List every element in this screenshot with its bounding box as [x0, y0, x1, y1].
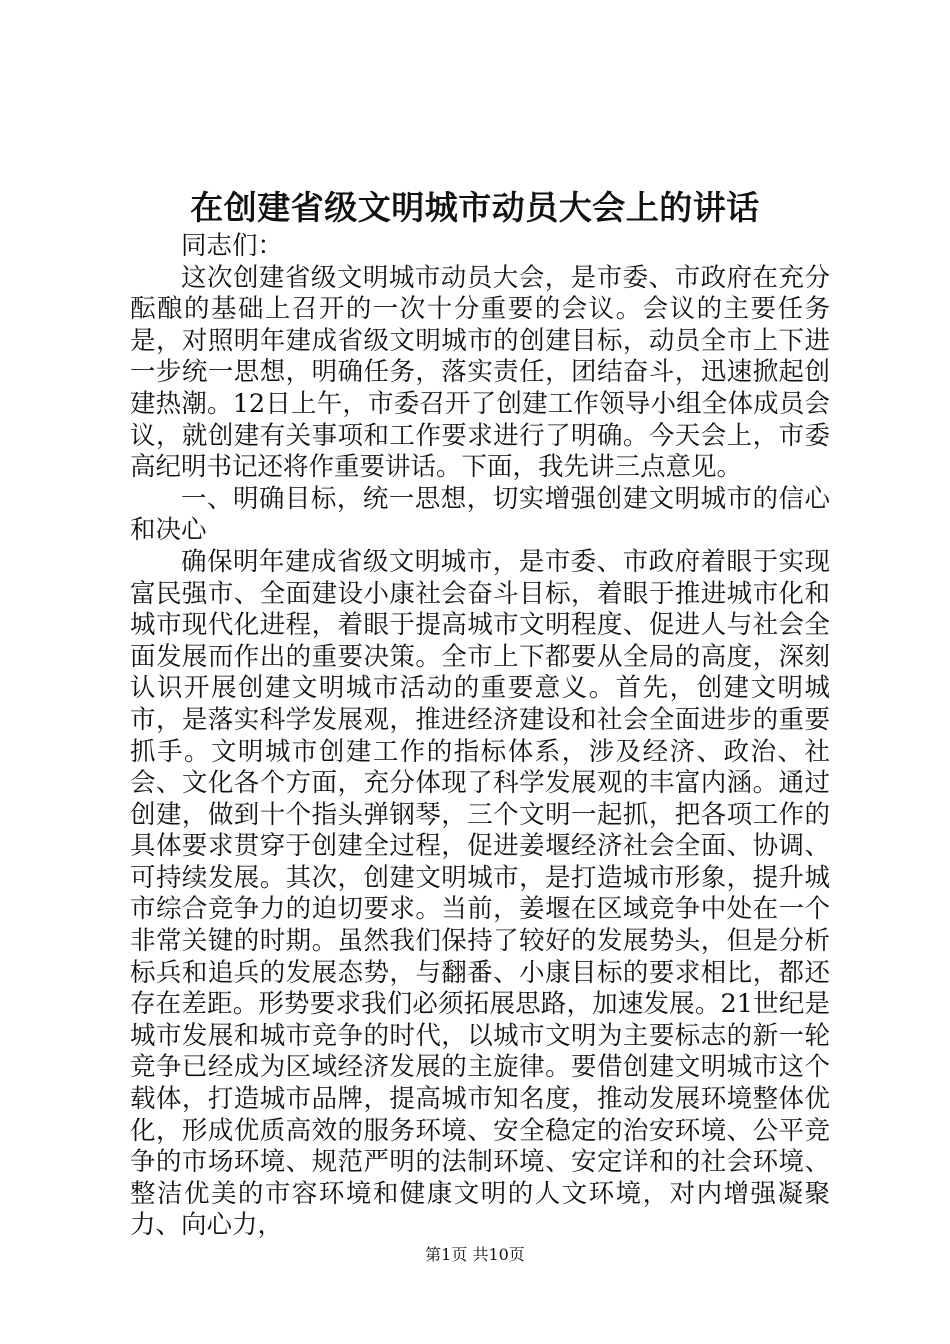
document-title: 在创建省级文明城市动员大会上的讲话: [190, 188, 760, 227]
paragraph-intro: 这次创建省级文明城市动员大会，是市委、市政府在充分酝酿的基础上召开的一次十分重要的会议。会议的主要任务是，对照明年建成省级文明城市的创建目标，动员全市上下进一步统一思想，明确任务，落实责任，团结奋斗，迅速掀起创建热潮。12日上午，市委召开了创建工作领导小组全体成员会议，就创建有关事项和工作要求进行了明确。今天会上，市委高纪明书记还将作重要讲话。下面，我先讲三点意见。: [130, 262, 830, 483]
paragraph-section-1: 确保明年建成省级文明城市，是市委、市政府着眼于实现富民强市、全面建设小康社会奋斗目标，着眼于推进城市化和城市现代化进程，着眼于提高城市文明程度、促进人与社会全面发展而作出的重要决策。全市上下都要从全局的高度，深刻认识开展创建文明城市活动的重要意义。首先，创建文明城市，是落实科学发展观，推进经济建设和社会全面进步的重要抓手。文明城市创建工作的指标体系，涉及经济、政治、社会、文化各个方面，充分体现了科学发展观的丰富内涵。通过创建，做到十个指头弹钢琴，三个文明一起抓，把各项工作的具体要求贯穿于创建全过程，促进姜堰经济社会全面、协调、可持续发展。其次，创建文明城市，是打造城市形象，提升城市综合竞争力的迫切要求。当前，姜堰在区域竞争中处在一个非常关键的时期。虽然我们保持了较好的发展势头，但是分析标兵和追兵的发展态势，与翻番、小康目标的要求相比，都还存在差距。形势要求我们必须拓展思路，加速发展。21世纪是城市发展和城市竞争的时代，以城市文明为主要标志的新一轮竞争已经成为区域经济发展的主旋律。要借创建文明城市这个载体，打造城市品牌，提高城市知名度，推动发展环境整体优化，形成优质高效的服务环境、安全稳定的治安环境、公平竞争的市场环境、规范严明的法制环境、安定详和的社会环境、整洁优美的市容环境和健康文明的人文环境，对内增强凝聚力、向心力，: [130, 546, 830, 1241]
section-heading-1: 一、明确目标，统一思想，切实增强创建文明城市的信心和决心: [130, 483, 830, 546]
page-footer: 第1页 共10页: [425, 1245, 525, 1264]
salutation: 同志们：: [181, 231, 284, 261]
document-body: [130, 231, 830, 1242]
